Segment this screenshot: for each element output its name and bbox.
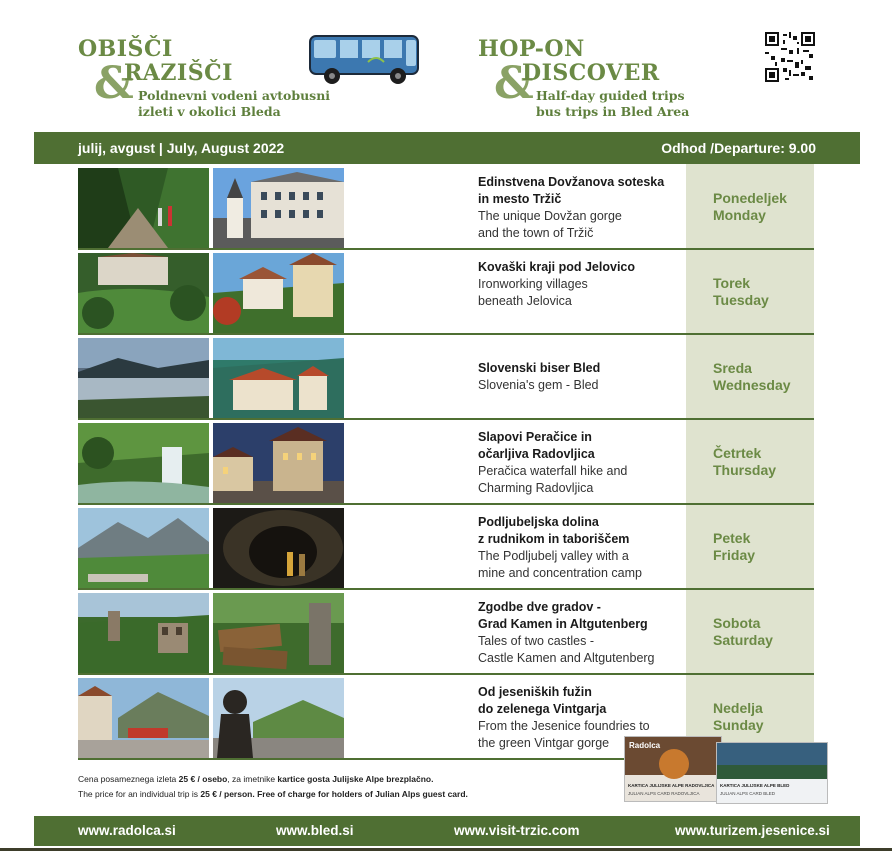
card1-brand: Radolca bbox=[629, 741, 661, 750]
price-notes bbox=[78, 772, 468, 802]
trip-photo-gorge bbox=[78, 168, 209, 248]
row-divider bbox=[78, 758, 668, 760]
trip-title-sl-1: Edinstvena Dovžanova soteska bbox=[478, 175, 665, 189]
sl-ampersand: & bbox=[94, 58, 134, 109]
day-sl: Nedelja bbox=[713, 700, 763, 716]
price-sl-card: kartice gosta Julijske Alpe brezplačno. bbox=[277, 774, 434, 784]
trip-row-friday bbox=[78, 504, 814, 588]
trip-title-en-2: Charming Radovljica bbox=[478, 481, 594, 495]
trip-row-wednesday bbox=[78, 334, 814, 418]
guest-cards bbox=[624, 732, 834, 804]
trip-photo-village bbox=[213, 253, 344, 333]
card1-line1: KARTICA JULIJSKE ALPE RADOVLJICA bbox=[628, 783, 715, 788]
trip-title-en-1: Slovenia's gem - Bled bbox=[478, 378, 599, 392]
trip-description bbox=[478, 259, 678, 310]
trip-title-sl-2: Grad Kamen in Altgutenberg bbox=[478, 617, 648, 631]
trip-title-sl-2: do zelenega Vintgarja bbox=[478, 702, 607, 716]
trip-description bbox=[478, 514, 678, 582]
guest-card-bled bbox=[716, 742, 828, 804]
sl-title-line1: OBIŠČI bbox=[78, 36, 173, 62]
day-en: Monday bbox=[713, 207, 766, 223]
trip-title-en-1: Peračica waterfall hike and bbox=[478, 464, 628, 478]
departure-time: Odhod /Departure: 9.00 bbox=[661, 140, 816, 156]
trip-title-sl-1: Podljubeljska dolina bbox=[478, 515, 599, 529]
trip-photo-garden bbox=[78, 253, 209, 333]
day-sl: Sreda bbox=[713, 360, 752, 376]
trip-day bbox=[713, 530, 755, 564]
en-title-line2: DISCOVER bbox=[522, 60, 660, 86]
day-sl: Torek bbox=[713, 275, 751, 291]
trip-photo-waterfall bbox=[78, 423, 209, 503]
day-en: Wednesday bbox=[713, 377, 791, 393]
trip-row-tuesday bbox=[78, 249, 814, 333]
trip-title-sl-2: in mesto Tržič bbox=[478, 192, 562, 206]
guest-card-radovljica bbox=[624, 736, 722, 802]
trip-photo-bled-castle bbox=[213, 338, 344, 418]
price-sl-pre: Cena posameznega izleta bbox=[78, 774, 179, 784]
link-visit-trzic[interactable]: www.visit-trzic.com bbox=[454, 823, 580, 838]
day-sl: Sobota bbox=[713, 615, 761, 631]
trip-title-en-1: Tales of two castles - bbox=[478, 634, 595, 648]
link-bled[interactable]: www.bled.si bbox=[276, 823, 354, 838]
card2-line2: JULIAN ALPS CARD BLED bbox=[720, 791, 776, 796]
en-title-line1: HOP-ON bbox=[478, 36, 585, 62]
trip-photo-jesenice bbox=[78, 678, 209, 758]
trip-photo-statue-vintgar bbox=[213, 678, 344, 758]
sl-subtitle-line2: izleti v okolici Bleda bbox=[138, 104, 281, 119]
trip-title-en-2: mine and concentration camp bbox=[478, 566, 642, 580]
trip-title-sl-2: očarljiva Radovljica bbox=[478, 447, 595, 461]
trip-day bbox=[713, 445, 776, 479]
trip-title-sl-1: Slovenski biser Bled bbox=[478, 361, 601, 375]
trip-description bbox=[478, 599, 678, 667]
day-en: Thursday bbox=[713, 462, 777, 478]
link-jesenice[interactable]: www.turizem.jesenice.si bbox=[675, 823, 830, 838]
price-en-rest: Free of charge for holders of Julian Alps guest card. bbox=[254, 789, 468, 799]
trip-photo-trzic-town bbox=[213, 168, 344, 248]
trip-day bbox=[713, 360, 791, 394]
trip-day bbox=[713, 615, 773, 649]
trip-row-saturday bbox=[78, 589, 814, 673]
trip-day bbox=[713, 275, 769, 309]
day-sl: Petek bbox=[713, 530, 751, 546]
season-dates: julij, avgust | July, August 2022 bbox=[78, 140, 285, 156]
link-radolca[interactable]: www.radolca.si bbox=[78, 823, 176, 838]
trip-description bbox=[478, 429, 678, 497]
day-en: Saturday bbox=[713, 632, 773, 648]
sl-title-line2: RAZIŠČI bbox=[124, 60, 233, 86]
price-sl-amount: 25 € / osebo bbox=[178, 774, 228, 784]
en-subtitle-line2: bus trips in Bled Area bbox=[536, 104, 690, 119]
day-en: Friday bbox=[713, 547, 756, 563]
card1-line2: JULIAN ALPS CARD RADOVLJICA bbox=[628, 791, 700, 796]
en-subtitle-line1: Half-day guided trips bbox=[536, 88, 685, 103]
trip-photo-altgutenberg-sign bbox=[213, 593, 344, 673]
trip-photo-castle-kamen bbox=[78, 593, 209, 673]
trip-title-en-1: From the Jesenice foundries to bbox=[478, 719, 650, 733]
trip-day bbox=[713, 700, 764, 734]
trip-title-sl-1: Slapovi Peračice in bbox=[478, 430, 592, 444]
trip-photo-mine bbox=[213, 508, 344, 588]
trip-title-en-1: The Podljubelj valley with a bbox=[478, 549, 629, 563]
bus-icon bbox=[308, 32, 424, 86]
footer-links-bar bbox=[34, 816, 860, 846]
day-en: Sunday bbox=[713, 717, 764, 733]
trip-title-en-1: The unique Dovžan gorge bbox=[478, 209, 622, 223]
trip-title-en-1: Ironworking villages bbox=[478, 277, 588, 291]
trip-photo-lake-view bbox=[78, 338, 209, 418]
trip-row-monday bbox=[78, 164, 814, 248]
trip-title-en-2: beneath Jelovica bbox=[478, 294, 572, 308]
trip-title-en-2: and the town of Tržič bbox=[478, 226, 594, 240]
trip-title-sl-2: z rudnikom in taboriščem bbox=[478, 532, 630, 546]
date-departure-bar bbox=[34, 132, 860, 164]
day-sl: Četrtek bbox=[713, 445, 762, 461]
trip-description bbox=[478, 174, 678, 242]
trip-title-en-2: the green Vintgar gorge bbox=[478, 736, 610, 750]
trip-row-thursday bbox=[78, 419, 814, 503]
trip-photo-radovljica bbox=[213, 423, 344, 503]
price-note-en bbox=[78, 787, 468, 802]
trip-title-sl-1: Kovaški kraji pod Jelovico bbox=[478, 260, 636, 274]
price-en-amount: 25 € / person. bbox=[200, 789, 255, 799]
card2-line1: KARTICA JULIJSKE ALPE BLED bbox=[720, 783, 790, 788]
trip-day bbox=[713, 190, 787, 224]
trip-title-en-2: Castle Kamen and Altgutenberg bbox=[478, 651, 655, 665]
trip-title-sl-1: Od jeseniških fužin bbox=[478, 685, 592, 699]
trip-photo-valley bbox=[78, 508, 209, 588]
day-sl: Ponedeljek bbox=[713, 190, 787, 206]
qr-code-icon[interactable] bbox=[765, 32, 815, 82]
en-ampersand: & bbox=[494, 58, 534, 109]
trip-description bbox=[478, 360, 678, 394]
price-sl-mid: , za imetnike bbox=[227, 774, 278, 784]
price-en-pre: The price for an individual trip is bbox=[78, 789, 201, 799]
day-en: Tuesday bbox=[713, 292, 769, 308]
trip-title-sl-1: Zgodbe dve gradov - bbox=[478, 600, 601, 614]
sl-subtitle-line1: Poldnevni vodeni avtobusni bbox=[138, 88, 331, 103]
price-note-sl bbox=[78, 772, 468, 787]
